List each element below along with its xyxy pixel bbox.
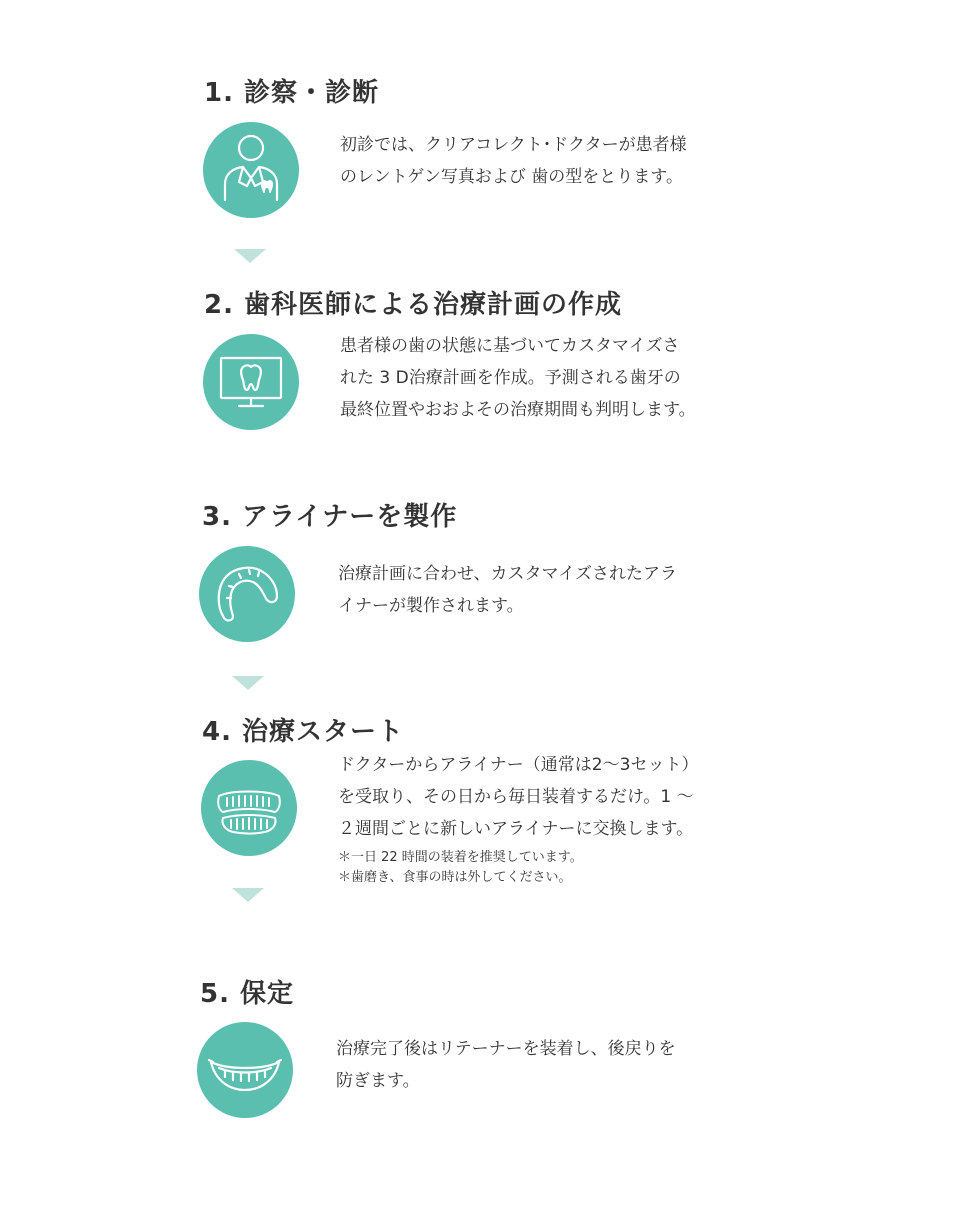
- step-arrow-1: [234, 249, 266, 263]
- step-3-title: 3. アライナーを製作: [202, 502, 458, 532]
- step-arrow-3: [232, 676, 264, 690]
- step-2-description: 患者様の歯の状態に基づいてカスタマイズさ れた 3 D治療計画を作成。予測される歯牙の 最終位置やおおよその治療期間も判明します。: [340, 336, 696, 420]
- step-2-title: 2. 歯科医師による治療計画の作成: [204, 290, 623, 320]
- step-5-description: 治療完了後はリテーナーを装着し、後戻りを 防ぎます。: [336, 1039, 676, 1091]
- step-5-title: 5. 保定: [200, 979, 295, 1009]
- step-4-description: ドクターからアライナー（通常は2～3セット） を受取り、その日から毎日装着するだけ。1 ～ ２週間ごとに新しいアライナーに交換します。: [338, 755, 699, 839]
- step-1-title: 1. 診察・診断: [204, 78, 380, 108]
- step-arrow-4: [232, 888, 264, 902]
- teeth-aligner-icon: [201, 760, 297, 856]
- monitor-tooth-icon: [203, 334, 299, 430]
- step-4-title: 4. 治療スタート: [202, 717, 405, 747]
- doctor-icon: [203, 122, 299, 218]
- step-1-description: 初診では、クリアコレクト･ドクターが患者様 のレントゲン写真および 歯の型をとります。: [340, 135, 687, 187]
- step-4-notes: ＊一日 22 時間の装着を推奨しています。 ＊歯磨き、食事の時は外してください。: [338, 850, 583, 885]
- aligner-icon: [199, 546, 295, 642]
- step-3-description: 治療計画に合わせ、カスタマイズされたアラ イナーが製作されます。: [338, 564, 677, 616]
- smile-icon: [197, 1022, 293, 1118]
